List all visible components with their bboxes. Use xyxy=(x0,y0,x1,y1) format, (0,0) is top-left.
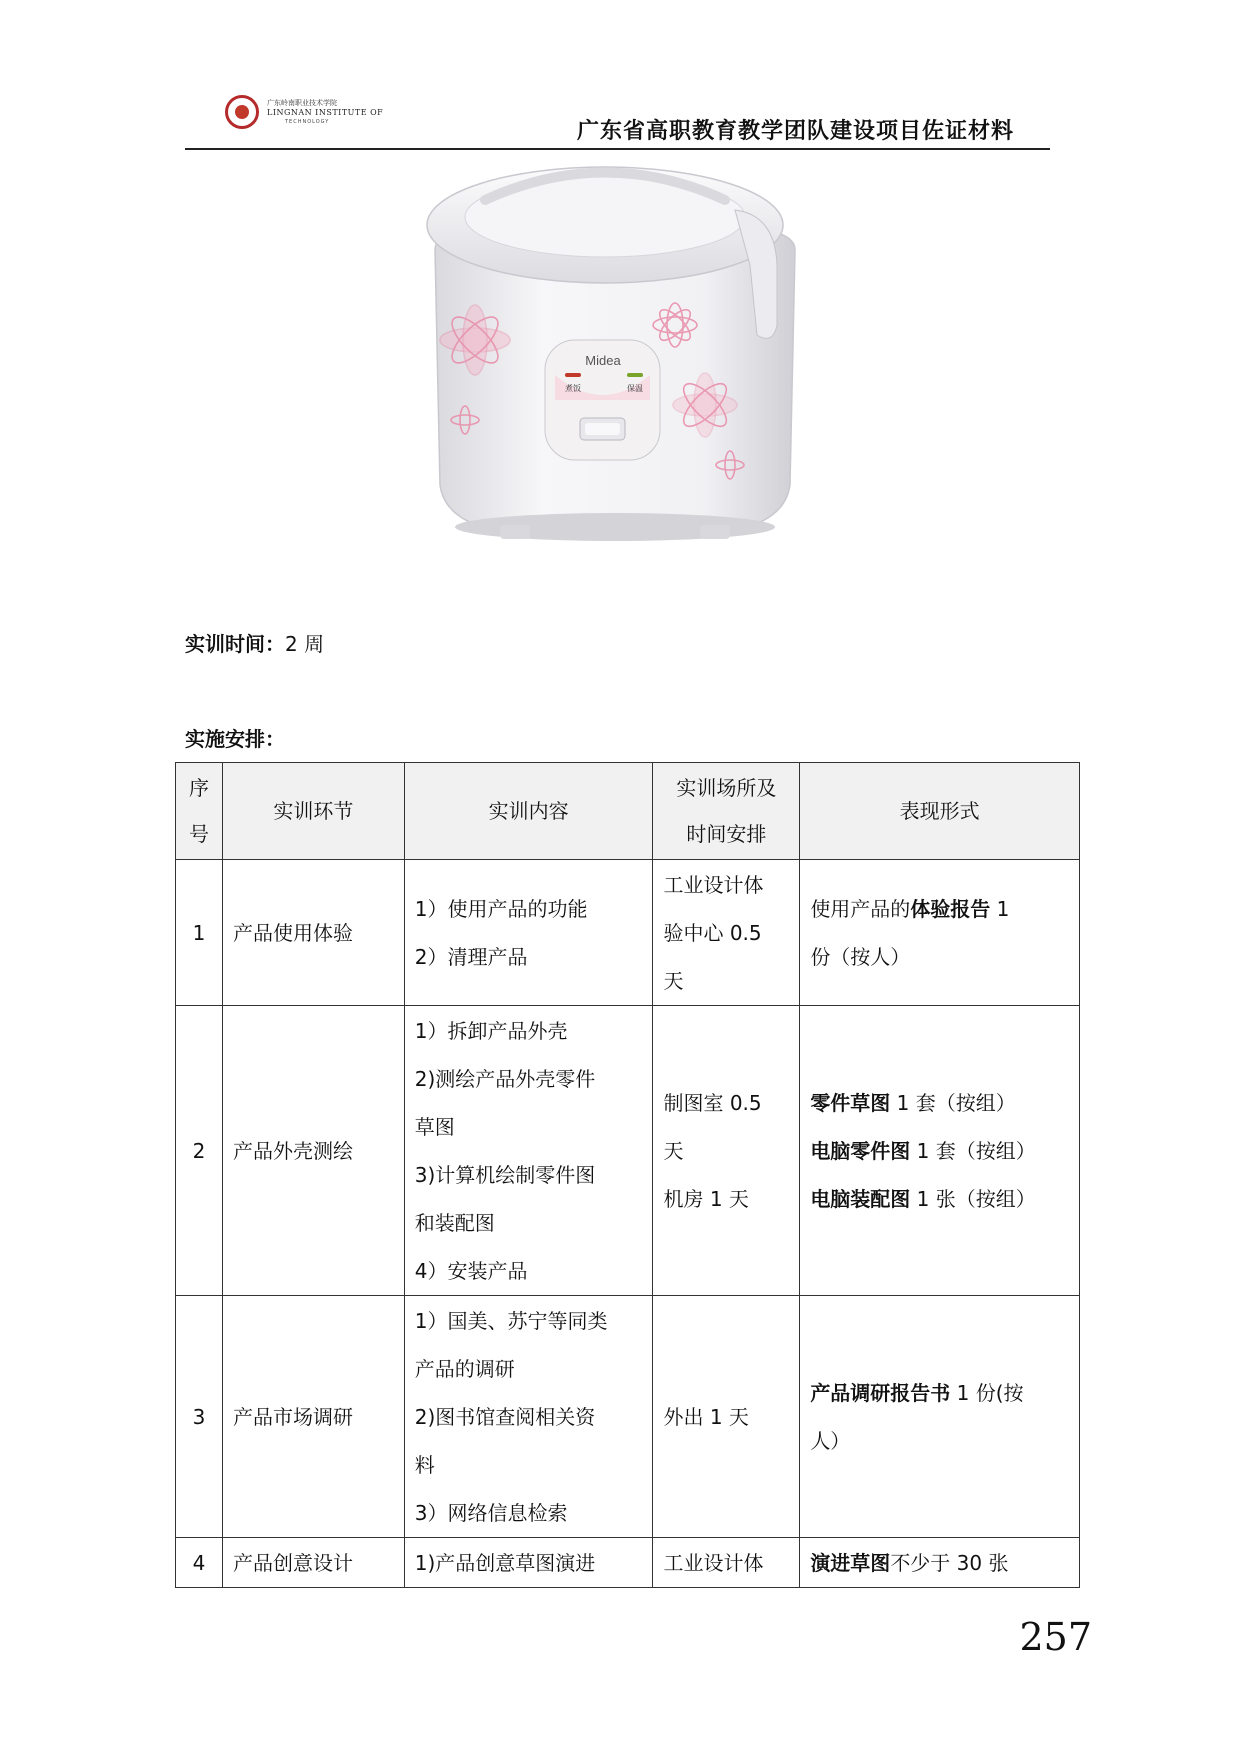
row-form: 演进草图不少于 30 张 xyxy=(800,1538,1080,1588)
header-title: 广东省高职教育教学团队建设项目佐证材料 xyxy=(576,119,1014,144)
rice-cooker-image xyxy=(405,155,825,565)
row-form: 使用产品的体验报告 1 份（按人） xyxy=(800,860,1080,1006)
header-form: 表现形式 xyxy=(800,763,1080,860)
row-content: 1）国美、苏宁等同类 产品的调研 2)图书馆查阅相关资 料 3）网络信息检索 xyxy=(404,1296,653,1538)
row-no: 1 xyxy=(176,860,223,1006)
logo-en-text: LINGNAN INSTITUTE OF xyxy=(267,108,384,117)
row-stage: 产品外壳测绘 xyxy=(222,1006,404,1296)
arrangement-heading xyxy=(185,723,285,752)
brand-label: Midea xyxy=(585,353,621,368)
seal-icon xyxy=(225,95,259,129)
row-form: 产品调研报告书 1 份(按 人） xyxy=(800,1296,1080,1538)
training-time-label: 实训时间： xyxy=(185,632,285,656)
page-number: 257 xyxy=(1019,1615,1092,1659)
table-row xyxy=(176,1296,1080,1538)
training-time xyxy=(185,628,324,657)
warm-button-label: 保温 xyxy=(627,384,643,393)
row-stage: 产品创意设计 xyxy=(222,1538,404,1588)
training-plan-table xyxy=(175,762,1080,1588)
row-place: 外出 1 天 xyxy=(653,1296,800,1538)
table-row xyxy=(176,860,1080,1006)
row-place: 工业设计体 验中心 0.5 天 xyxy=(653,860,800,1006)
row-no: 3 xyxy=(176,1296,223,1538)
arrangement-label: 实施安排： xyxy=(185,727,285,751)
header-stage: 实训环节 xyxy=(222,763,404,860)
table-header-row xyxy=(176,763,1080,860)
institute-logo xyxy=(225,95,384,137)
row-stage: 产品市场调研 xyxy=(222,1296,404,1538)
row-form: 零件草图 1 套（按组） 电脑零件图 1 套（按组） 电脑装配图 1 张（按组） xyxy=(800,1006,1080,1296)
row-content: 1）拆卸产品外壳 2)测绘产品外壳零件 草图 3)计算机绘制零件图 和装配图 4）安装产品 xyxy=(404,1006,653,1296)
header-content: 实训内容 xyxy=(404,763,653,860)
row-stage: 产品使用体验 xyxy=(222,860,404,1006)
logo-cn-text: 广东岭南职业技术学院 xyxy=(267,99,337,107)
page-header xyxy=(185,80,1050,150)
header-place: 实训场所及 时间安排 xyxy=(653,763,800,860)
table-row xyxy=(176,1538,1080,1588)
row-place: 制图室 0.5 天 机房 1 天 xyxy=(653,1006,800,1296)
row-no: 2 xyxy=(176,1006,223,1296)
logo-en-text-2: TECHNOLOGY xyxy=(285,119,330,125)
row-no: 4 xyxy=(176,1538,223,1588)
training-time-value: 2 周 xyxy=(285,632,325,656)
header-no: 序 号 xyxy=(176,763,223,860)
row-place: 工业设计体 xyxy=(653,1538,800,1588)
table-row xyxy=(176,1006,1080,1296)
row-content: 1）使用产品的功能 2）清理产品 xyxy=(404,860,653,1006)
cook-button-label: 煮饭 xyxy=(565,384,581,393)
row-content: 1)产品创意草图演进 xyxy=(404,1538,653,1588)
